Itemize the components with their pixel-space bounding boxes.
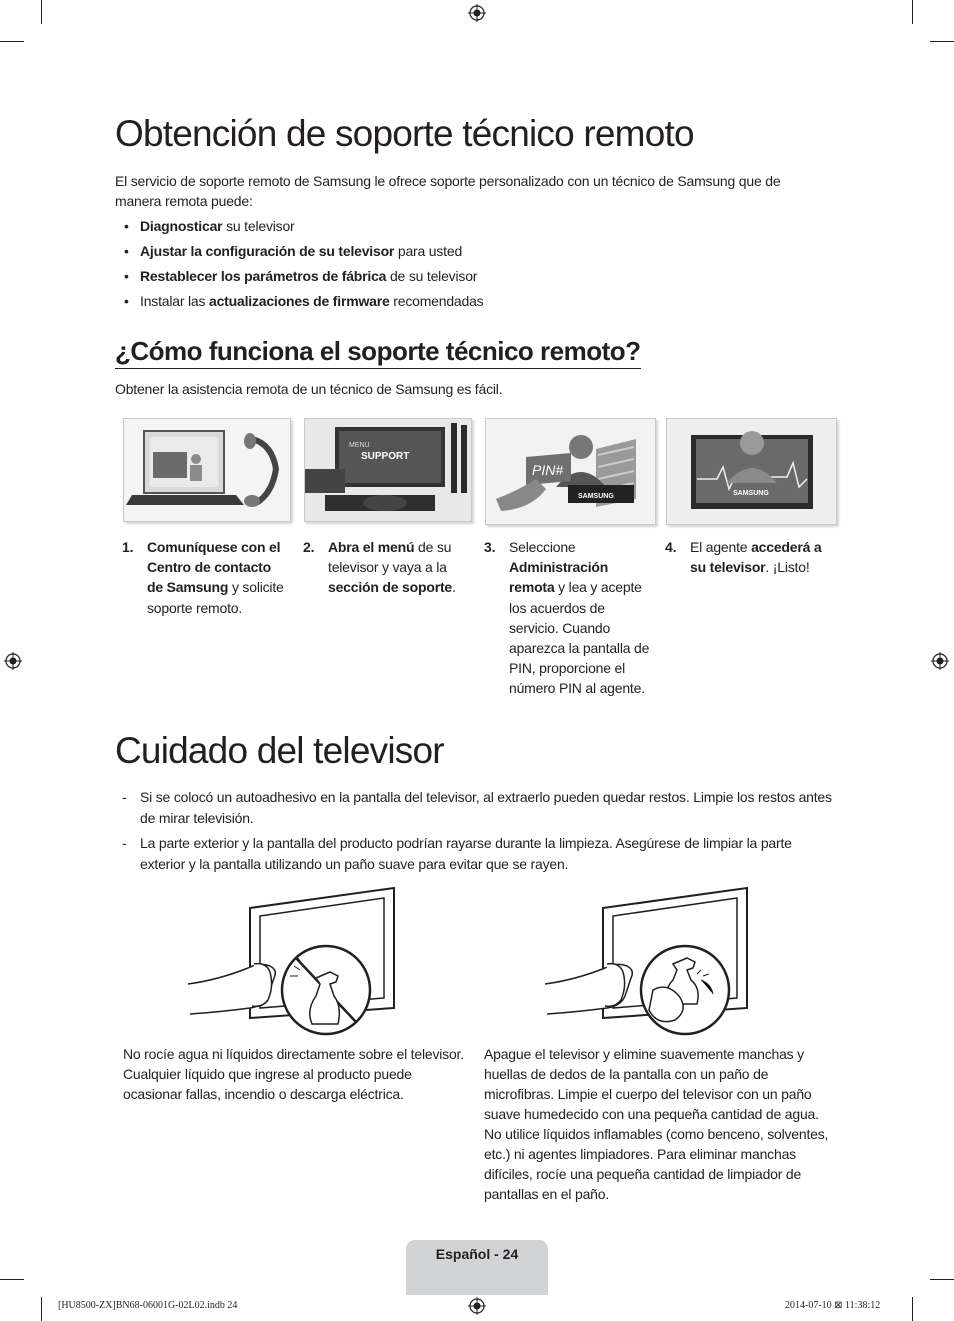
crop-mark [930, 41, 954, 42]
step-1-image [123, 418, 291, 522]
caption-cleaning: Apague el televisor y elimine suavemente manchas y huellas de dedos de la pantalla con un paño de microfibras. Limpie el cuerpo del televisor con un paño suave humedecido con una pequeña cantidad de agua. No utilice líquidos inflamables (como benceno, solventes, etc.) ni agentes limpiadores. Para eliminar manchas difíciles, rocíe una pequeña cantidad de limpiador de pantallas en el paño. [484, 1046, 829, 1202]
section-title: Cuidado del televisor [115, 730, 444, 771]
intro-paragraph: El servicio de soporte remoto de Samsung le ofrece soporte personalizado con un técnico de Samsung que de manera remota puede: [115, 173, 781, 209]
print-slug-left: [HU8500-ZX]BN68-06001G-02L02.indb 24 [58, 1300, 238, 1311]
crop-mark [41, 0, 42, 24]
list-item: • Diagnosticar su televisor [124, 218, 295, 234]
no-spray-illustration [184, 884, 399, 1040]
crop-mark [41, 1297, 42, 1321]
step-text: Comuníquese con el Centro de contacto de Samsung y solicite soporte remoto. [147, 539, 284, 616]
cloth-spray-illustration [541, 884, 756, 1040]
step-text: Abra el menú de su televisor y vaya a la sección de soporte. [328, 539, 456, 596]
capabilities-list [116, 216, 816, 316]
step-number: 1. [122, 539, 134, 555]
list-item: • Ajustar la configuración de su televisor para usted [124, 243, 463, 259]
section-intro: Obtener la asistencia remota de un técnico de Samsung es fácil. [115, 381, 503, 397]
caption-no-spray: No rocíe agua ni líquidos directamente sobre el televisor. Cualquier líquido que ingrese al producto puede ocasionar fallas, incendio o descarga eléctrica. [123, 1046, 464, 1102]
crop-mark [0, 1279, 24, 1280]
registration-mark-icon [931, 652, 949, 670]
list-item: • Instalar las actualizaciones de firmware recomendadas [124, 293, 484, 309]
step-2 [303, 537, 468, 598]
crop-mark [912, 1297, 913, 1321]
crop-mark [930, 1279, 954, 1280]
care-notes-list [116, 787, 836, 879]
section-heading: ¿Cómo funciona el soporte técnico remoto? [115, 337, 641, 369]
registration-mark-icon [4, 652, 22, 670]
step-number: 2. [303, 539, 315, 555]
step-3-image [485, 418, 656, 525]
step-4 [665, 537, 825, 577]
step-1 [122, 537, 287, 618]
samsung-logo-text: SAMSUNG [578, 493, 614, 500]
step-number: 4. [665, 539, 677, 555]
page-title: Obtención de soporte técnico remoto [115, 113, 694, 154]
step-3 [484, 537, 650, 699]
step-text: El agente accederá a su televisor. ¡Listo! [690, 539, 822, 576]
list-item: - La parte exterior y la pantalla del producto podrían rayarse durante la limpieza. Asegúrese de limpiar la parte exterior y la pantalla utilizando un paño suave para evitar que se rayen. [122, 835, 792, 872]
crop-mark [0, 41, 24, 42]
samsung-logo-text: SAMSUNG [733, 490, 769, 497]
list-item: - Si se colocó un autoadhesivo en la pantalla del televisor, al extraerlo pueden quedar restos. Limpie los restos antes de mirar televisión. [122, 789, 832, 826]
step-text: Seleccione Administración remota y lea y acepte los acuerdos de servicio. Cuando aparezca la pantalla de PIN, proporcione el número PIN al agente. [509, 539, 650, 697]
crop-mark [912, 0, 913, 24]
step-4-image [666, 418, 837, 525]
page-number: Español - 24 [435, 1246, 519, 1262]
menu-text: MENU [349, 442, 370, 449]
list-item: • Restablecer los parámetros de fábrica de su televisor [124, 268, 478, 284]
support-text: SUPPORT [361, 451, 410, 462]
print-slug-right: 2014-07-10 ⊠ 11:38:12 [785, 1300, 881, 1311]
registration-mark-icon [468, 1297, 486, 1315]
step-2-image [304, 418, 472, 522]
page-number-tab [406, 1240, 548, 1295]
registration-mark-icon [468, 4, 486, 22]
pin-text: PIN# [532, 462, 564, 478]
step-number: 3. [484, 539, 496, 555]
